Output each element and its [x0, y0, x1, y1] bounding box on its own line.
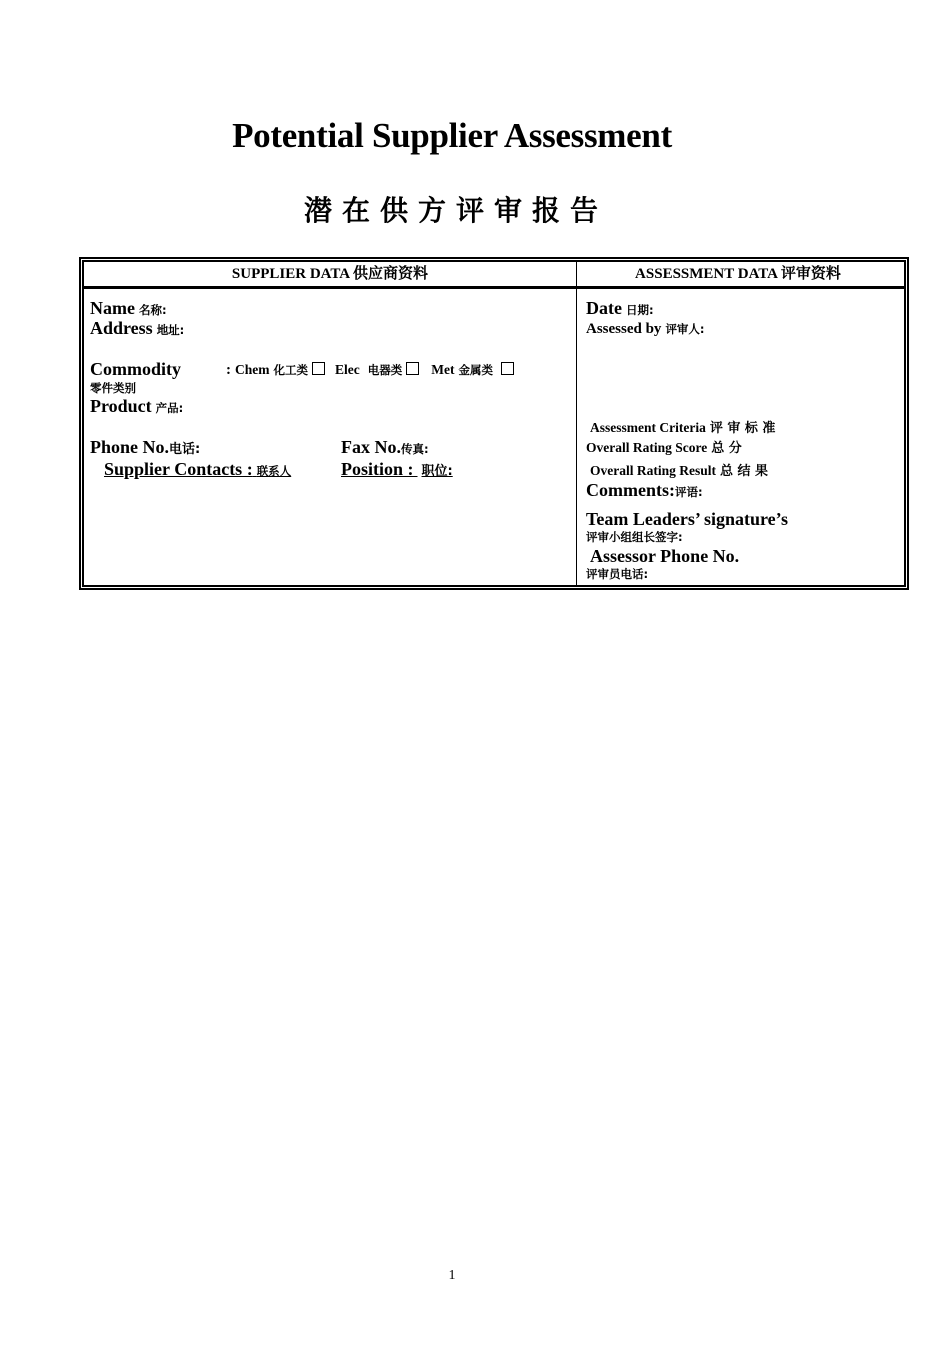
team-leader-signature-label: Team Leaders’ signature’s — [586, 509, 788, 529]
option-met-label-cn: 金属类 — [458, 363, 493, 377]
column-divider — [576, 262, 577, 585]
commodity-colon: : — [226, 362, 231, 378]
name-label: Name — [90, 298, 135, 318]
comments-field[interactable] — [586, 480, 703, 501]
page-number: 1 — [448, 1268, 456, 1283]
address-field[interactable] — [90, 318, 184, 339]
team-leader-signature-label-cn[interactable]: 评审小组组长签字: — [586, 530, 683, 544]
position-label-cn: 职位: — [421, 464, 453, 479]
assessed-by-label-cn: 评审人: — [665, 322, 705, 336]
overall-rating-result-label-cn: 总 结 果 — [720, 464, 769, 479]
address-label-cn: 地址: — [156, 323, 185, 337]
option-met-label: Met — [431, 362, 455, 377]
overall-rating-result-label: Overall Rating Result — [590, 463, 716, 478]
assessed-by-label: Assessed by — [586, 321, 662, 337]
option-elec-label: Elec — [335, 362, 360, 377]
assessor-phone-label: Assessor Phone No. — [590, 546, 740, 566]
overall-rating-score-field[interactable] — [586, 437, 742, 457]
phone-label: Phone No. — [90, 437, 170, 457]
supplier-contacts-label: Supplier Contacts : — [104, 459, 253, 479]
supplier-data-header: SUPPLIER DATA 供应商资料 — [231, 266, 429, 282]
fax-label-cn: 传真: — [401, 442, 429, 456]
fax-field[interactable] — [341, 437, 429, 458]
commodity-options — [226, 361, 514, 379]
overall-rating-result-field[interactable] — [590, 460, 768, 480]
product-field[interactable] — [90, 396, 183, 417]
assessor-phone-label-cn[interactable]: 评审员电话: — [586, 567, 649, 581]
date-label-cn: 日期: — [625, 303, 654, 317]
assessment-criteria — [590, 417, 775, 437]
date-field[interactable] — [586, 298, 654, 319]
name-label-cn: 名称: — [138, 303, 167, 317]
supplier-contacts-field[interactable] — [104, 459, 291, 480]
document-subtitle: 潜在供方评审报告 — [303, 194, 608, 227]
overall-rating-score-label: Overall Rating Score — [586, 440, 708, 455]
position-field[interactable] — [341, 459, 453, 480]
address-label: Address — [90, 318, 153, 338]
met-checkbox[interactable] — [501, 362, 514, 375]
table-header-row — [84, 262, 904, 289]
assessment-criteria-label-cn: 评 审 标 准 — [709, 421, 776, 436]
option-elec-label-cn: 电器类 — [367, 363, 403, 377]
assessment-table — [79, 257, 909, 590]
comments-label: Comments: — [586, 480, 675, 500]
product-label-cn: 产品: — [155, 401, 184, 415]
fax-label: Fax No. — [341, 437, 401, 457]
assessed-by-field[interactable] — [586, 320, 705, 338]
supplier-contacts-label-cn: 联系人 — [256, 464, 292, 478]
name-field[interactable] — [90, 298, 167, 319]
assessment-criteria-label: Assessment Criteria — [590, 420, 706, 435]
position-label: Position : — [341, 459, 414, 479]
elec-checkbox[interactable] — [406, 362, 419, 375]
product-label: Product — [90, 396, 152, 416]
option-chem-label: Chem — [235, 362, 270, 377]
commodity-label: Commodity — [90, 359, 181, 379]
overall-rating-score-label-cn: 总 分 — [711, 441, 742, 456]
comments-label-cn: 评语: — [674, 485, 703, 499]
document-title: Potential Supplier Assessment — [232, 116, 672, 155]
phone-label-cn: 电话: — [169, 442, 201, 457]
commodity-label-cn: 零件类别 — [90, 381, 136, 395]
phone-field[interactable] — [90, 437, 200, 458]
assessment-data-header: ASSESSMENT DATA 评审资料 — [635, 266, 841, 282]
option-chem-label-cn: 化工类 — [273, 363, 308, 377]
chem-checkbox[interactable] — [312, 362, 325, 375]
date-label: Date — [586, 298, 622, 318]
